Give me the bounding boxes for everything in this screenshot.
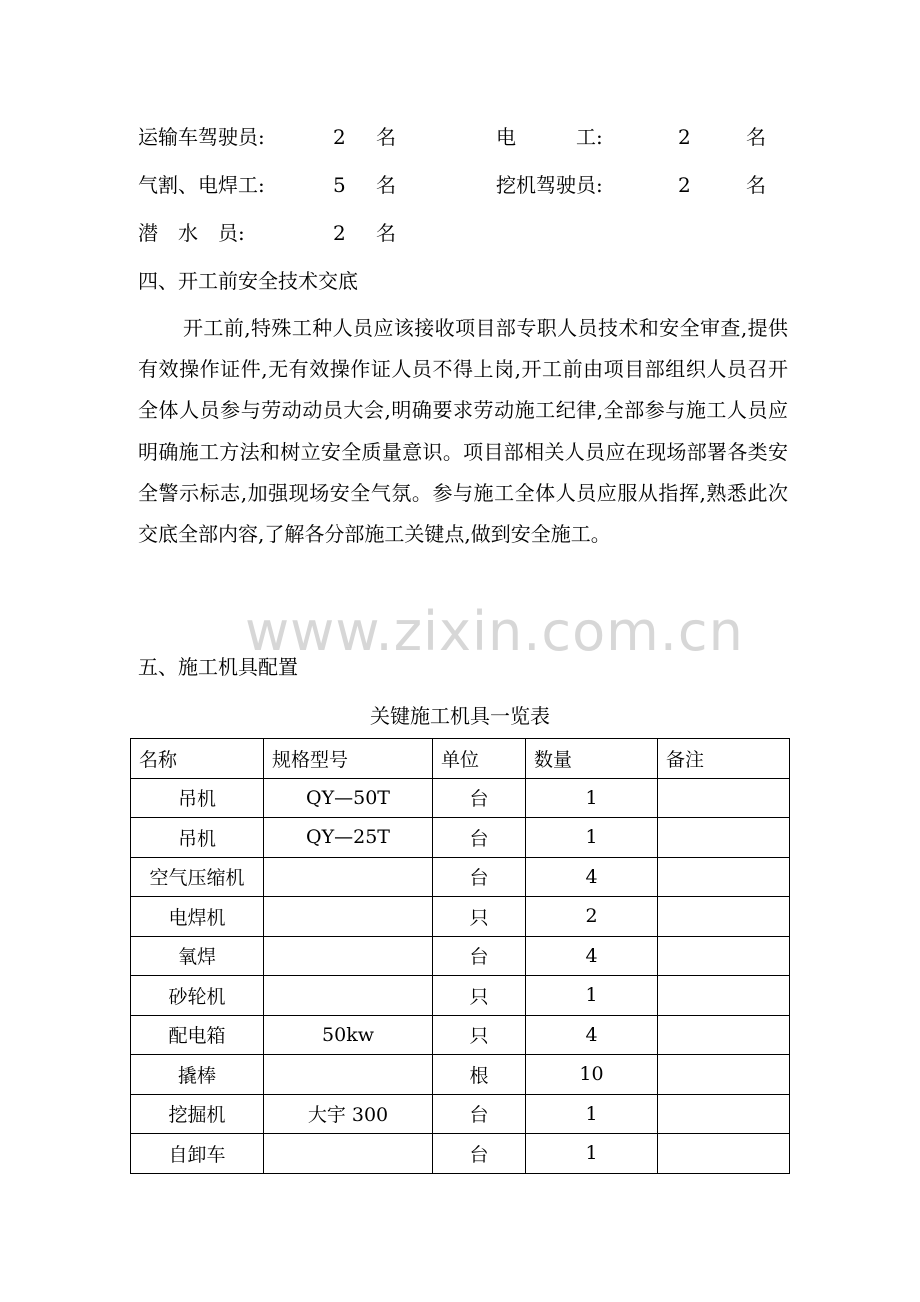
column-header: 备注 [658,739,790,779]
table-row [131,897,790,937]
cell-name: 配电箱 [131,1015,264,1055]
equipment-table [130,738,790,1174]
column-header: 数量 [526,739,658,779]
cell-remark [658,936,790,976]
staff-unit: 名 [376,173,396,197]
cell-quantity: 1 [526,976,658,1016]
cell-remark [658,1015,790,1055]
table-caption: 关键施工机具一览表 [370,704,550,728]
cell-remark [658,897,790,937]
table-row [131,857,790,897]
cell-quantity: 4 [526,857,658,897]
table-row [131,818,790,858]
staff-count: 2 [333,125,346,149]
cell-model [264,897,433,937]
staff-role: 挖机驾驶员: [496,173,603,197]
cell-name: 自卸车 [131,1134,264,1174]
cell-unit: 台 [433,1094,526,1134]
cell-model: 大宇 300 [264,1094,433,1134]
cell-unit: 只 [433,1015,526,1055]
cell-unit: 只 [433,976,526,1016]
table-row [131,1094,790,1134]
cell-model [264,1055,433,1095]
staff-unit: 名 [376,125,396,149]
staff-role: 气割、电焊工: [138,173,265,197]
table-row [131,976,790,1016]
staff-count: 2 [678,173,691,197]
table-row [131,1134,790,1174]
staff-role: 电 工: [496,125,603,149]
table-row [131,936,790,976]
cell-quantity: 1 [526,818,658,858]
staff-row [138,218,778,248]
section-heading: 五、施工机具配置 [138,655,298,679]
table-header-row [131,739,790,779]
staff-row [138,170,778,200]
table-row [131,778,790,818]
cell-unit: 根 [433,1055,526,1095]
staff-unit: 名 [376,221,396,245]
staff-count: 2 [333,221,346,245]
cell-name: 氧焊 [131,936,264,976]
cell-remark [658,1055,790,1095]
cell-name: 挖掘机 [131,1094,264,1134]
cell-model: QY—50T [264,778,433,818]
cell-quantity: 1 [526,778,658,818]
column-header: 单位 [433,739,526,779]
paragraph-text: 开工前,特殊工种人员应该接收项目部专职人员技术和安全审查,提供有效操作证件,无有效操作证人员不得上岗,开工前由项目部组织人员召开全体人员参与劳动动员大会,明确要求劳动施工纪律,全部参与施工人员应明确施工方法和树立安全质量意识。项目部相关人员应在现场部署各类安全警示标志,加强现场安全气氛。参与施工全体人员应服从指挥,熟悉此次交底全部内容,了解各分部施工关键点,做到安全施工。 [138,316,788,547]
cell-quantity: 10 [526,1055,658,1095]
cell-remark [658,1134,790,1174]
watermark: www.zixin.com.cn [245,600,744,663]
cell-unit: 台 [433,818,526,858]
cell-unit: 台 [433,936,526,976]
table-row [131,1055,790,1095]
cell-unit: 台 [433,857,526,897]
cell-remark [658,857,790,897]
body-paragraph [138,308,788,555]
column-header: 名称 [131,739,264,779]
cell-name: 撬棒 [131,1055,264,1095]
cell-unit: 台 [433,1134,526,1174]
staff-row [138,122,778,152]
cell-remark [658,778,790,818]
cell-remark [658,818,790,858]
staff-role: 运输车驾驶员: [138,125,265,149]
cell-quantity: 1 [526,1094,658,1134]
cell-remark [658,976,790,1016]
staff-role: 潜 水 员: [138,221,245,245]
staff-unit: 名 [746,125,766,149]
cell-unit: 只 [433,897,526,937]
table-row [131,1015,790,1055]
cell-model [264,936,433,976]
section-heading: 四、开工前安全技术交底 [138,269,358,293]
cell-name: 吊机 [131,778,264,818]
cell-quantity: 1 [526,1134,658,1174]
cell-model [264,857,433,897]
cell-quantity: 4 [526,936,658,976]
cell-name: 砂轮机 [131,976,264,1016]
cell-name: 空气压缩机 [131,857,264,897]
column-header: 规格型号 [264,739,433,779]
cell-quantity: 4 [526,1015,658,1055]
cell-model [264,976,433,1016]
cell-quantity: 2 [526,897,658,937]
staff-count: 2 [678,125,691,149]
staff-count: 5 [333,173,346,197]
cell-model: QY—25T [264,818,433,858]
staff-unit: 名 [746,173,766,197]
cell-model: 50kw [264,1015,433,1055]
cell-remark [658,1094,790,1134]
cell-name: 电焊机 [131,897,264,937]
cell-model [264,1134,433,1174]
cell-unit: 台 [433,778,526,818]
cell-name: 吊机 [131,818,264,858]
